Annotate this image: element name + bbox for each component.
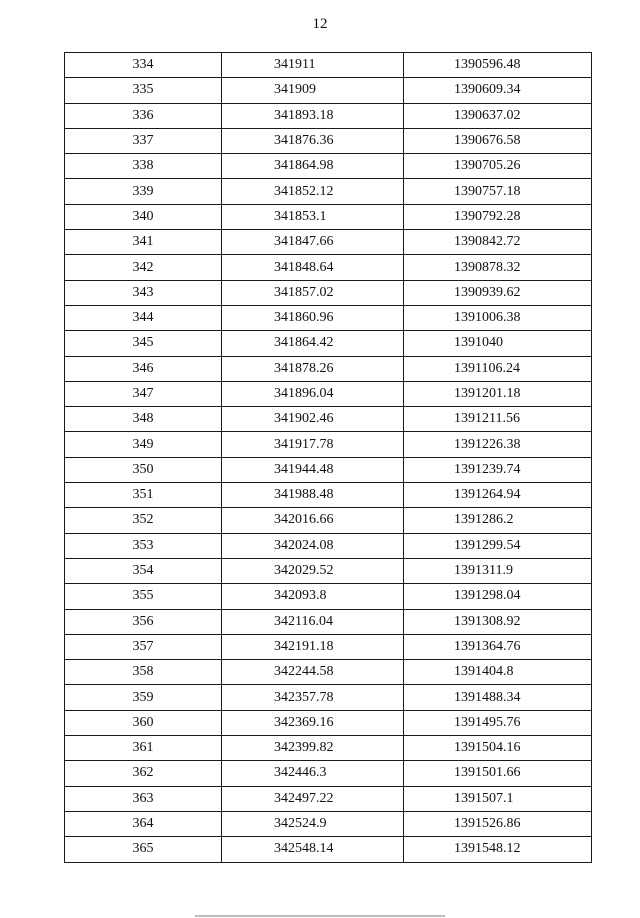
page-bottom-mark [195,915,445,917]
point-number-cell: 341 [65,230,222,255]
point-number-cell: 334 [65,53,222,78]
point-number-cell: 353 [65,533,222,558]
y-coordinate-cell: 1390705.26 [404,154,592,179]
y-coordinate-cell: 1391106.24 [404,356,592,381]
y-coordinate-cell: 1391239.74 [404,457,592,482]
table-row [65,558,592,583]
x-coordinate-cell: 342446.3 [222,761,404,786]
y-coordinate-cell: 1391311.9 [404,558,592,583]
table-row [65,761,592,786]
x-coordinate-cell: 341917.78 [222,432,404,457]
y-coordinate-cell: 1391504.16 [404,736,592,761]
x-coordinate-cell: 341864.98 [222,154,404,179]
y-coordinate-cell: 1391364.76 [404,634,592,659]
point-number-cell: 346 [65,356,222,381]
y-coordinate-cell: 1390939.62 [404,280,592,305]
x-coordinate-cell: 341848.64 [222,255,404,280]
y-coordinate-cell: 1391226.38 [404,432,592,457]
y-coordinate-cell: 1391501.66 [404,761,592,786]
point-number-cell: 336 [65,103,222,128]
table-row [65,609,592,634]
point-number-cell: 365 [65,837,222,862]
x-coordinate-cell: 341860.96 [222,305,404,330]
point-number-cell: 348 [65,407,222,432]
coordinates-table [64,52,592,863]
table-row [65,331,592,356]
x-coordinate-cell: 342016.66 [222,508,404,533]
y-coordinate-cell: 1390792.28 [404,204,592,229]
table-row [65,483,592,508]
x-coordinate-cell: 342399.82 [222,736,404,761]
point-number-cell: 351 [65,483,222,508]
table-row [65,811,592,836]
x-coordinate-cell: 341909 [222,78,404,103]
point-number-cell: 352 [65,508,222,533]
point-number-cell: 337 [65,128,222,153]
table-row [65,457,592,482]
page-number: 12 [312,16,328,32]
table-row [65,710,592,735]
table-row [65,179,592,204]
table-row [65,78,592,103]
y-coordinate-cell: 1391298.04 [404,584,592,609]
x-coordinate-cell: 342369.16 [222,710,404,735]
x-coordinate-cell: 342497.22 [222,786,404,811]
table-row [65,356,592,381]
x-coordinate-cell: 341853.1 [222,204,404,229]
coordinates-table-body [65,53,592,863]
point-number-cell: 360 [65,710,222,735]
point-number-cell: 345 [65,331,222,356]
y-coordinate-cell: 1391404.8 [404,660,592,685]
x-coordinate-cell: 341893.18 [222,103,404,128]
table-row [65,508,592,533]
y-coordinate-cell: 1390637.02 [404,103,592,128]
x-coordinate-cell: 342116.04 [222,609,404,634]
point-number-cell: 362 [65,761,222,786]
table-row [65,280,592,305]
table-row [65,154,592,179]
point-number-cell: 355 [65,584,222,609]
point-number-cell: 344 [65,305,222,330]
y-coordinate-cell: 1391264.94 [404,483,592,508]
point-number-cell: 361 [65,736,222,761]
y-coordinate-cell: 1390609.34 [404,78,592,103]
table-row [65,837,592,862]
x-coordinate-cell: 341876.36 [222,128,404,153]
y-coordinate-cell: 1391548.12 [404,837,592,862]
table-row [65,128,592,153]
table-row [65,634,592,659]
x-coordinate-cell: 341878.26 [222,356,404,381]
x-coordinate-cell: 342244.58 [222,660,404,685]
y-coordinate-cell: 1391006.38 [404,305,592,330]
table-row [65,204,592,229]
point-number-cell: 335 [65,78,222,103]
x-coordinate-cell: 341988.48 [222,483,404,508]
point-number-cell: 358 [65,660,222,685]
x-coordinate-cell: 341847.66 [222,230,404,255]
point-number-cell: 338 [65,154,222,179]
table-row [65,381,592,406]
y-coordinate-cell: 1391488.34 [404,685,592,710]
y-coordinate-cell: 1390757.18 [404,179,592,204]
y-coordinate-cell: 1391211.56 [404,407,592,432]
table-row [65,407,592,432]
y-coordinate-cell: 1391308.92 [404,609,592,634]
x-coordinate-cell: 341896.04 [222,381,404,406]
point-number-cell: 357 [65,634,222,659]
table-row [65,736,592,761]
point-number-cell: 347 [65,381,222,406]
y-coordinate-cell: 1390676.58 [404,128,592,153]
x-coordinate-cell: 342357.78 [222,685,404,710]
table-row [65,660,592,685]
table-row [65,685,592,710]
x-coordinate-cell: 342548.14 [222,837,404,862]
y-coordinate-cell: 1391299.54 [404,533,592,558]
y-coordinate-cell: 1390878.32 [404,255,592,280]
point-number-cell: 354 [65,558,222,583]
table-row [65,230,592,255]
y-coordinate-cell: 1391286.2 [404,508,592,533]
table-row [65,305,592,330]
x-coordinate-cell: 342524.9 [222,811,404,836]
y-coordinate-cell: 1390596.48 [404,53,592,78]
point-number-cell: 364 [65,811,222,836]
table-row [65,584,592,609]
x-coordinate-cell: 342191.18 [222,634,404,659]
x-coordinate-cell: 342093.8 [222,584,404,609]
table-row [65,432,592,457]
x-coordinate-cell: 341852.12 [222,179,404,204]
point-number-cell: 339 [65,179,222,204]
table-row [65,255,592,280]
y-coordinate-cell: 1391495.76 [404,710,592,735]
x-coordinate-cell: 341911 [222,53,404,78]
y-coordinate-cell: 1391040 [404,331,592,356]
point-number-cell: 340 [65,204,222,229]
x-coordinate-cell: 341902.46 [222,407,404,432]
table-row [65,533,592,558]
x-coordinate-cell: 341864.42 [222,331,404,356]
table-row [65,53,592,78]
x-coordinate-cell: 342029.52 [222,558,404,583]
table-row [65,786,592,811]
x-coordinate-cell: 341857.02 [222,280,404,305]
x-coordinate-cell: 342024.08 [222,533,404,558]
point-number-cell: 343 [65,280,222,305]
y-coordinate-cell: 1390842.72 [404,230,592,255]
table-row [65,103,592,128]
point-number-cell: 342 [65,255,222,280]
point-number-cell: 356 [65,609,222,634]
point-number-cell: 350 [65,457,222,482]
x-coordinate-cell: 341944.48 [222,457,404,482]
point-number-cell: 363 [65,786,222,811]
point-number-cell: 349 [65,432,222,457]
point-number-cell: 359 [65,685,222,710]
y-coordinate-cell: 1391526.86 [404,811,592,836]
y-coordinate-cell: 1391201.18 [404,381,592,406]
y-coordinate-cell: 1391507.1 [404,786,592,811]
